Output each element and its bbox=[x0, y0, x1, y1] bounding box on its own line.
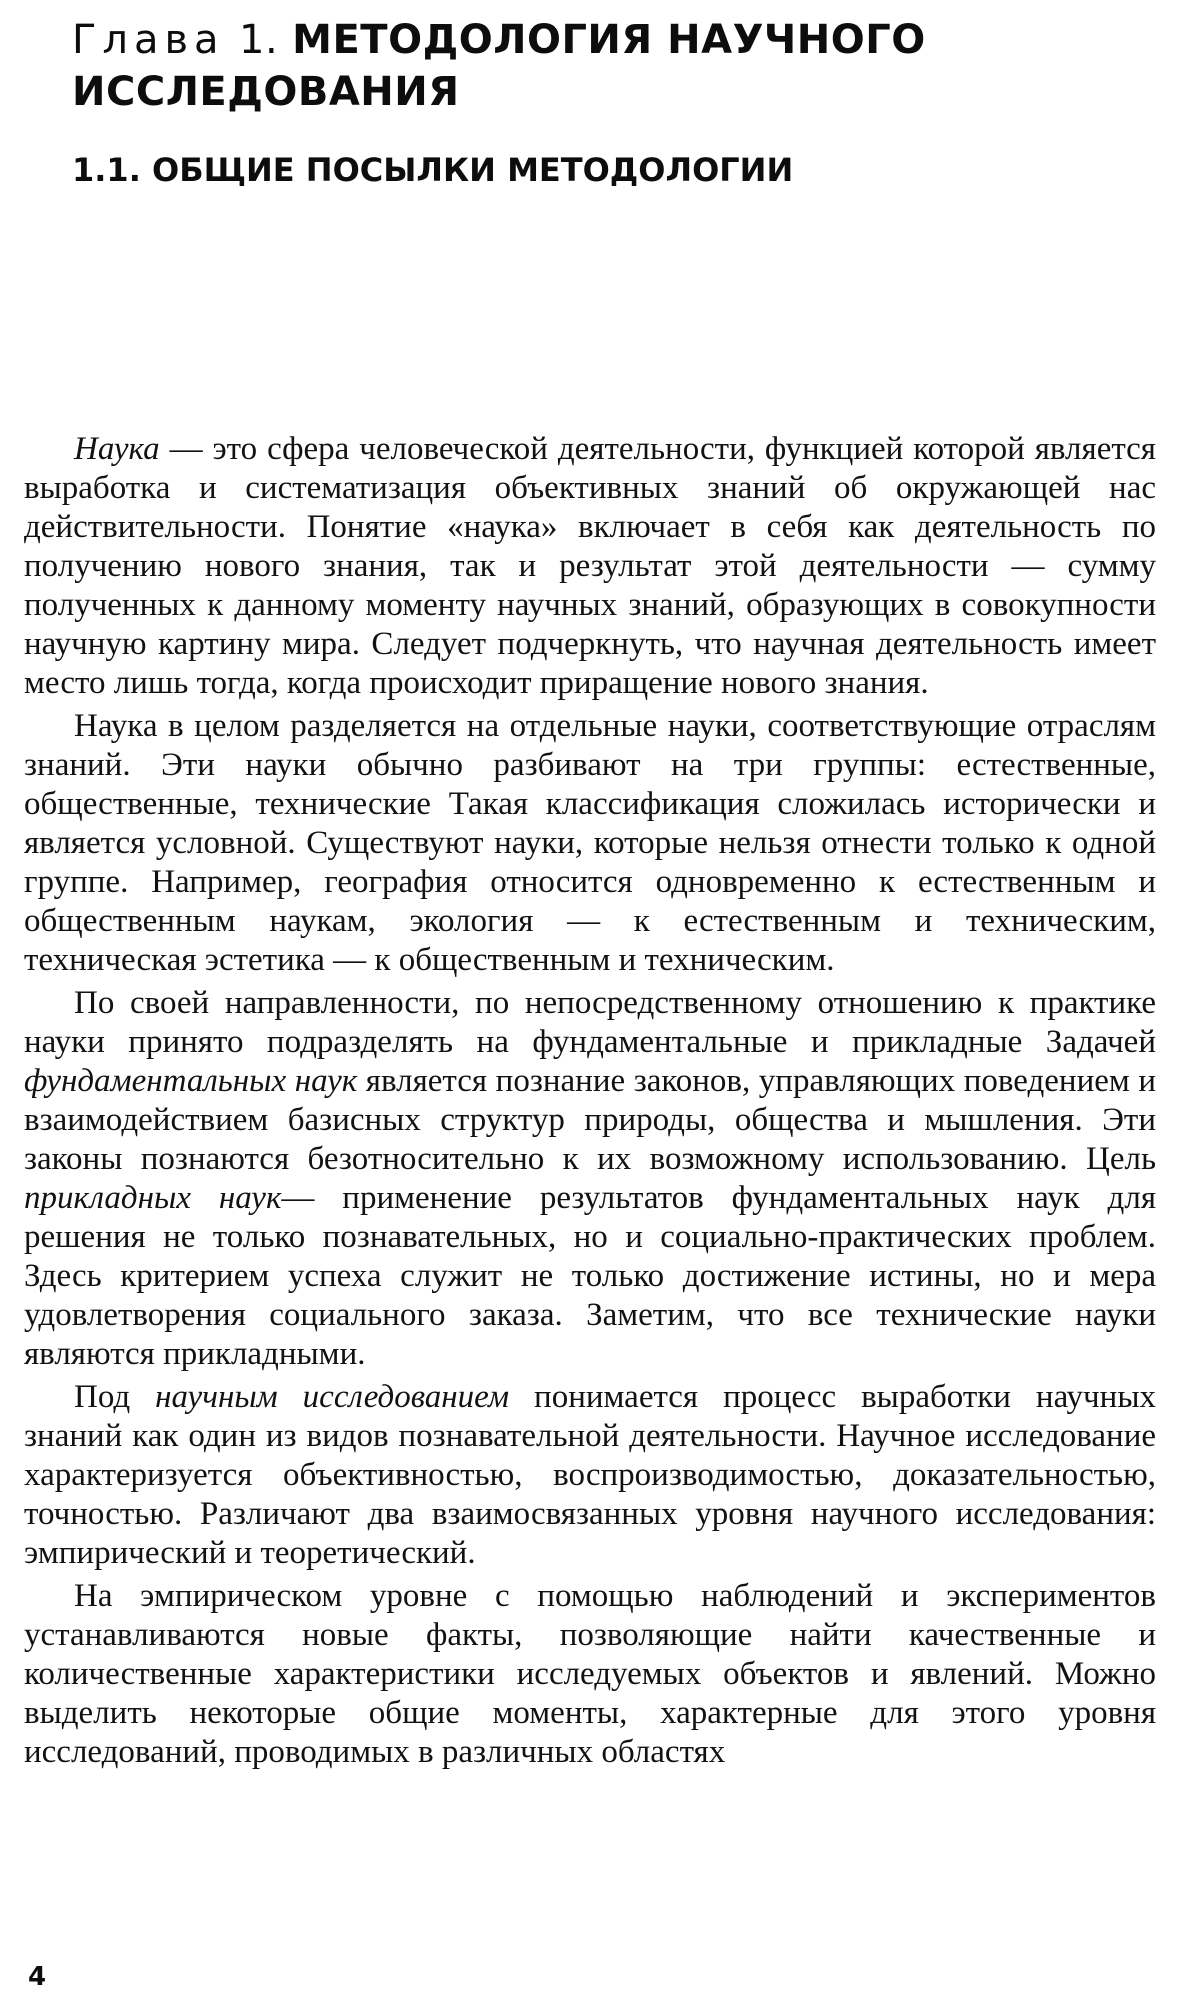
page-number: 4 bbox=[28, 1962, 47, 1992]
chapter-name: МЕТОДОЛОГИЯ НАУЧНОГО ИССЛЕДОВАНИЯ bbox=[72, 17, 926, 115]
section-title: 1.1. ОБЩИЕ ПОСЫЛКИ МЕТОДОЛОГИИ bbox=[72, 151, 794, 189]
paragraph-science-classification bbox=[24, 707, 1156, 980]
paragraph-fundamental-applied bbox=[24, 984, 1156, 1374]
chapter-title bbox=[72, 14, 1132, 118]
paragraph-text: По своей направленности, по непосредственному отношению к практике науки принято подразделять на фундаментальные и прикладные Задачей bbox=[24, 985, 1156, 1060]
term-scientific-research: научным исследованием bbox=[155, 1379, 510, 1415]
paragraph-empirical-level bbox=[24, 1577, 1156, 1772]
paragraph-science-definition bbox=[24, 430, 1156, 703]
paragraph-text: — применение результатов фундаментальных наук для решения не только познавательных, но и социально-практических проблем. Здесь критерием успеха служит не только достижение истины, но и мера удовлетворения социального заказа. Заметим, что все технические науки являются прикладными. bbox=[24, 1180, 1156, 1372]
chapter-number: 1. bbox=[239, 17, 279, 63]
term-applied-sciences: прикладных наук bbox=[24, 1180, 282, 1216]
paragraph-text: является познание законов, управляющих поведением и взаимодействием базисных структур природы, общества и мышления. Эти законы познаются безотносительно к их возможному использованию. Цель bbox=[24, 1063, 1156, 1177]
paragraph-text: — это сфера человеческой деятельности, функцией которой является выработка и систематизация объективных знаний об окружающей нас действительности. Понятие «наука» включает в себя как деятельность по получению нового знания, так и результат этой деятельности — сумму полученных к данному моменту научных знаний, образующих в совокупности научную картину мира. Следует подчеркнуть, что научная деятельность имеет место лишь тогда, когда происходит приращение нового знания. bbox=[24, 431, 1156, 701]
body-text bbox=[24, 430, 1156, 1776]
chapter-label: Глава bbox=[72, 17, 225, 63]
paragraph-text: Наука в целом разделяется на отдельные науки, соответствующие отраслям знаний. Эти науки обычно разбивают на три группы: естественные, общественные, технические Такая классификация сложилась исторически и является условной. Существуют науки, которые нельзя отнести только к одной группе. Например, география относится одновременно к естественным и общественным наукам, экология — к естественным и техническим, техническая эстетика — к общественным и техническим. bbox=[24, 708, 1156, 978]
term-fundamental-sciences: фундаментальных наук bbox=[24, 1063, 358, 1099]
paragraph-scientific-research bbox=[24, 1378, 1156, 1573]
paragraph-text: Под bbox=[74, 1379, 156, 1415]
term-science: Наука bbox=[74, 431, 160, 467]
paragraph-text: понимается процесс выработки научных знаний как один из видов познавательной деятельности. Научное исследование характеризуется объективностью, воспроизводимостью, доказательностью, точностью. Различают два взаимосвязанных уровня научного исследования: эмпирический и теоретический. bbox=[24, 1379, 1156, 1571]
paragraph-text: На эмпирическом уровне с помощью наблюдений и экспериментов устанавливаются новые факты, позволяющие найти качественные и количественные характеристики исследуемых объектов и явлений. Можно выделить некоторые общие моменты, характерные для этого уровня исследований, проводимых в различных областях bbox=[24, 1578, 1156, 1770]
